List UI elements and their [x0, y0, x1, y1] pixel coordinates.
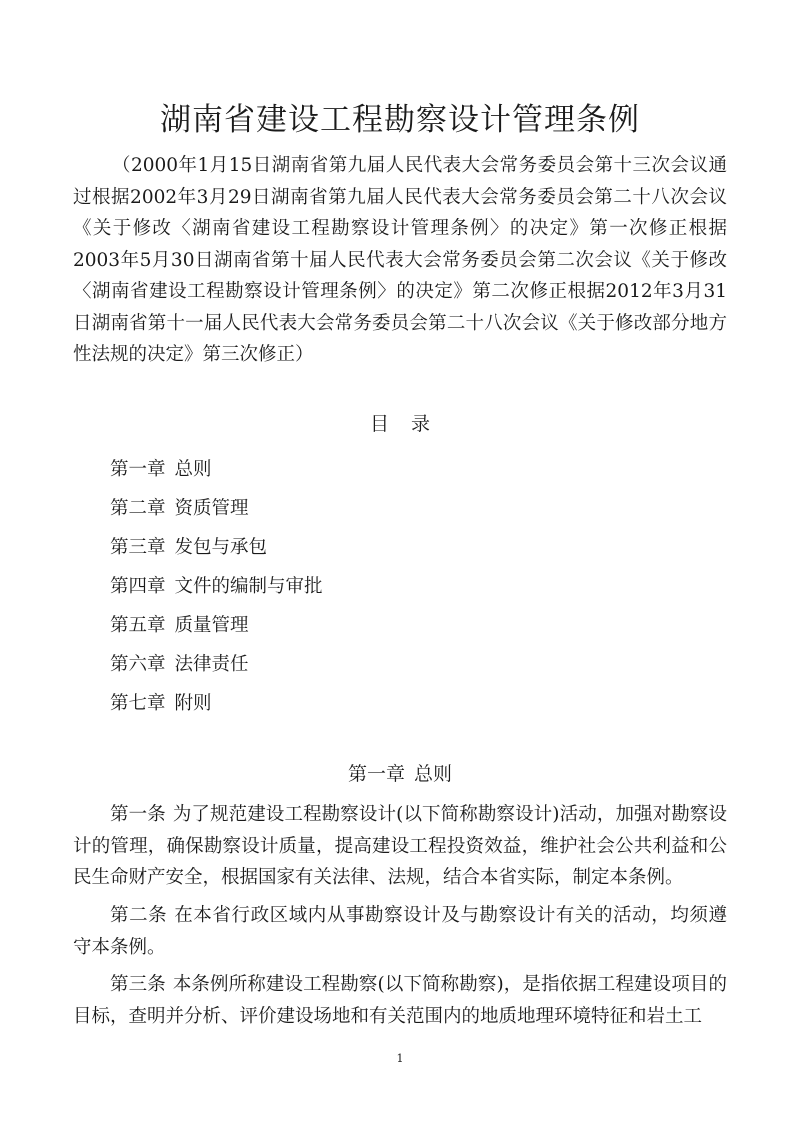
article-1 [73, 799, 727, 894]
document-title: 湖南省建设工程勘察设计管理条例 [160, 102, 640, 138]
toc-item-name: 法律责任 [174, 654, 249, 675]
toc-item [110, 528, 323, 567]
toc-item [110, 606, 323, 645]
table-of-contents [110, 450, 323, 723]
toc-item-number: 第一章 [110, 459, 166, 480]
toc-item-name: 质量管理 [174, 615, 249, 636]
chapter-heading [0, 761, 800, 787]
toc-heading-part2: 录 [411, 413, 431, 435]
chapter-name: 总则 [414, 763, 453, 785]
toc-item-number: 第五章 [110, 615, 166, 636]
chapter-number: 第一章 [347, 763, 405, 785]
article-label: 第一条 [110, 804, 166, 825]
toc-item [110, 684, 323, 723]
toc-item [110, 450, 323, 489]
toc-item-name: 文件的编制与审批 [174, 576, 323, 597]
article-text: 本条例所称建设工程勘察(以下简称勘察)，是指依据工程建设项目的目标，查明并分析、评价建设场地和有关范围内的地质地理环境特征和岩土工 [73, 974, 727, 1027]
toc-item-number: 第六章 [110, 654, 166, 675]
toc-item [110, 567, 323, 606]
article-2 [73, 900, 727, 963]
article-text: 在本省行政区域内从事勘察设计及与勘察设计有关的活动，均须遵守本条例。 [73, 905, 727, 958]
toc-item-number: 第二章 [110, 498, 166, 519]
preamble: （2000年1月15日湖南省第九届人民代表大会常务委员会第十三次会议通过根据2002年3月29日湖南省第九届人民代表大会常务委员会第二十八次会议《关于修改〈湖南省建设工程勘察设计管理条例〉的决定》第一次修正根据2003年5月30日湖南省第十届人民代表大会常务委员会第二次会议《关于修改〈湖南省建设工程勘察设计管理条例〉的决定》第二次修正根据2012年3月31日湖南省第十一届人民代表大会常务委员会第二十八次会议《关于修改部分地方性法规的决定》第三次修正） [73, 155, 727, 365]
toc-item [110, 645, 323, 684]
toc-item-name: 总则 [174, 459, 212, 480]
article-label: 第三条 [110, 974, 166, 995]
article-3 [73, 969, 727, 1032]
toc-item-number: 第四章 [110, 576, 166, 597]
page-number: 1 [396, 1052, 404, 1065]
article-text: 为了规范建设工程勘察设计(以下简称勘察设计)活动，加强对勘察设计的管理，确保勘察设计质量，提高建设工程投资效益，维护社会公共利益和公民生命财产安全，根据国家有关法律、法规，结合本省实际，制定本条例。 [73, 804, 727, 888]
toc-item-name: 附则 [174, 693, 212, 714]
toc-item-number: 第七章 [110, 693, 166, 714]
toc-item-name: 发包与承包 [174, 537, 268, 558]
article-label: 第二条 [110, 905, 168, 926]
toc-item [110, 489, 323, 528]
toc-item-name: 资质管理 [174, 498, 249, 519]
toc-item-number: 第三章 [110, 537, 166, 558]
toc-heading-part1: 目 [369, 413, 389, 435]
toc-heading [0, 411, 800, 437]
